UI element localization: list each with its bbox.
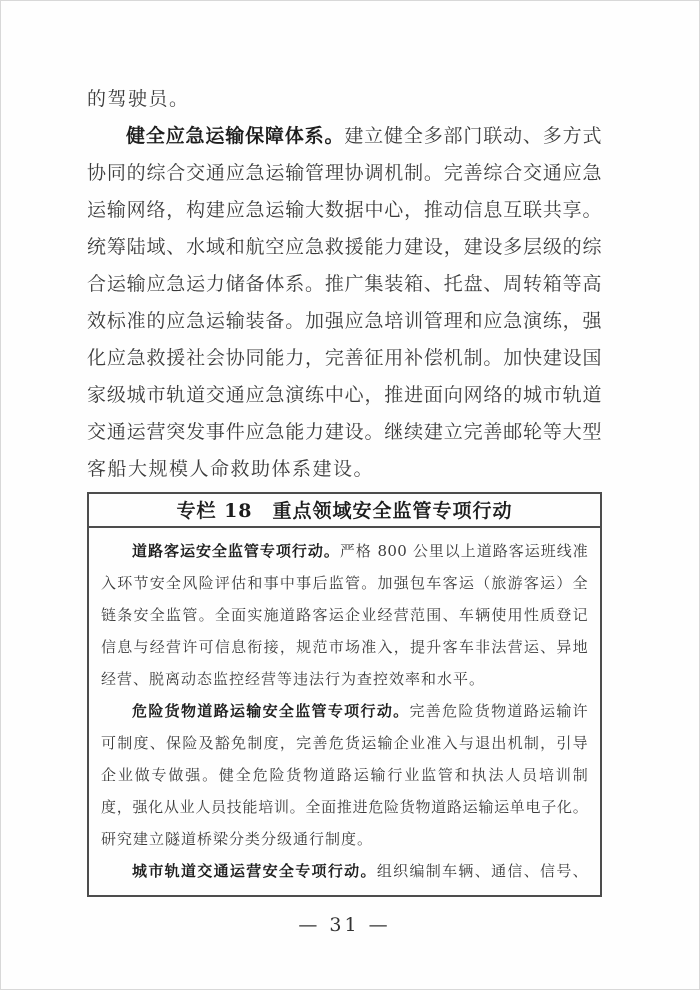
special-column-box	[87, 492, 602, 897]
box-paragraph-line: 入环节安全风险评估和事中事后监管。加强包车客运（旅游客运）全	[101, 574, 588, 592]
paragraph-lead-bold: 健全应急运输保障体系。	[126, 125, 345, 147]
paragraph-text: 建立健全多部门联动、多方式	[344, 125, 602, 147]
page-number: — 31 —	[298, 914, 391, 936]
body-paragraph-line: 家级城市轨道交通应急演练中心，推进面向网络的城市轨道	[87, 384, 602, 406]
box-paragraph-line: 链条安全监管。全面实施道路客运企业经营范围、车辆使用性质登记	[101, 606, 588, 624]
box-paragraph-lead-bold: 道路客运安全监管专项行动。	[132, 542, 340, 560]
box-paragraph-lead-bold: 危险货物道路运输安全监管专项行动。	[132, 702, 410, 720]
box-paragraph-text: 完善危险货物道路运输许	[409, 702, 588, 720]
body-paragraph-line: 运输网络，构建应急运输大数据中心，推动信息互联共享。	[87, 199, 602, 221]
body-paragraph-line: 客船大规模人命救助体系建设。	[87, 458, 375, 480]
body-paragraph-line: 的驾驶员。	[87, 88, 190, 110]
box-paragraph-lead-bold: 城市轨道交通运营安全专项行动。	[132, 862, 377, 880]
box-paragraph-text: 严格 800 公里以上道路客运班线准	[339, 542, 588, 560]
box-paragraph-line	[101, 855, 588, 887]
box-body	[89, 528, 600, 895]
box-title: 专栏 18 重点领域安全监管专项行动	[89, 494, 600, 528]
box-paragraph-line	[101, 535, 588, 567]
body-paragraph-line: 合运输应急运力储备体系。推广集装箱、托盘、周转箱等高	[87, 273, 602, 295]
box-paragraph-line: 企业做专做强。健全危险货物道路运输行业监管和执法人员培训制	[101, 766, 588, 784]
box-paragraph-line: 信息与经营许可信息衔接，规范市场准入，提升客车非法营运、异地	[101, 638, 588, 656]
box-paragraph-line: 可制度、保险及豁免制度，完善危货运输企业准入与退出机制，引导	[101, 734, 588, 752]
body-paragraph-line: 统筹陆域、水域和航空应急救援能力建设，建设多层级的综	[87, 236, 602, 258]
body-paragraph-line: 协同的综合交通应急运输管理协调机制。完善综合交通应急	[87, 162, 602, 184]
box-paragraph-line: 研究建立隧道桥梁分类分级通行制度。	[101, 830, 374, 848]
box-paragraph-line	[101, 695, 588, 727]
body-paragraph-line	[87, 118, 602, 155]
body-paragraph-line: 交通运营突发事件应急能力建设。继续建立完善邮轮等大型	[87, 421, 602, 443]
body-paragraph-line: 化应急救援社会协同能力，完善征用补偿机制。加快建设国	[87, 347, 602, 369]
box-paragraph-text: 组织编制车辆、通信、信号、	[376, 862, 588, 880]
box-paragraph-line: 经营、脱离动态监控经营等违法行为查控效率和水平。	[101, 670, 486, 688]
body-paragraph-line: 效标准的应急运输装备。加强应急培训管理和应急演练，强	[87, 310, 602, 332]
page-content	[1, 1, 699, 936]
box-paragraph-line: 度，强化从业人员技能培训。全面推进危险货物道路运输运单电子化。	[101, 798, 588, 816]
